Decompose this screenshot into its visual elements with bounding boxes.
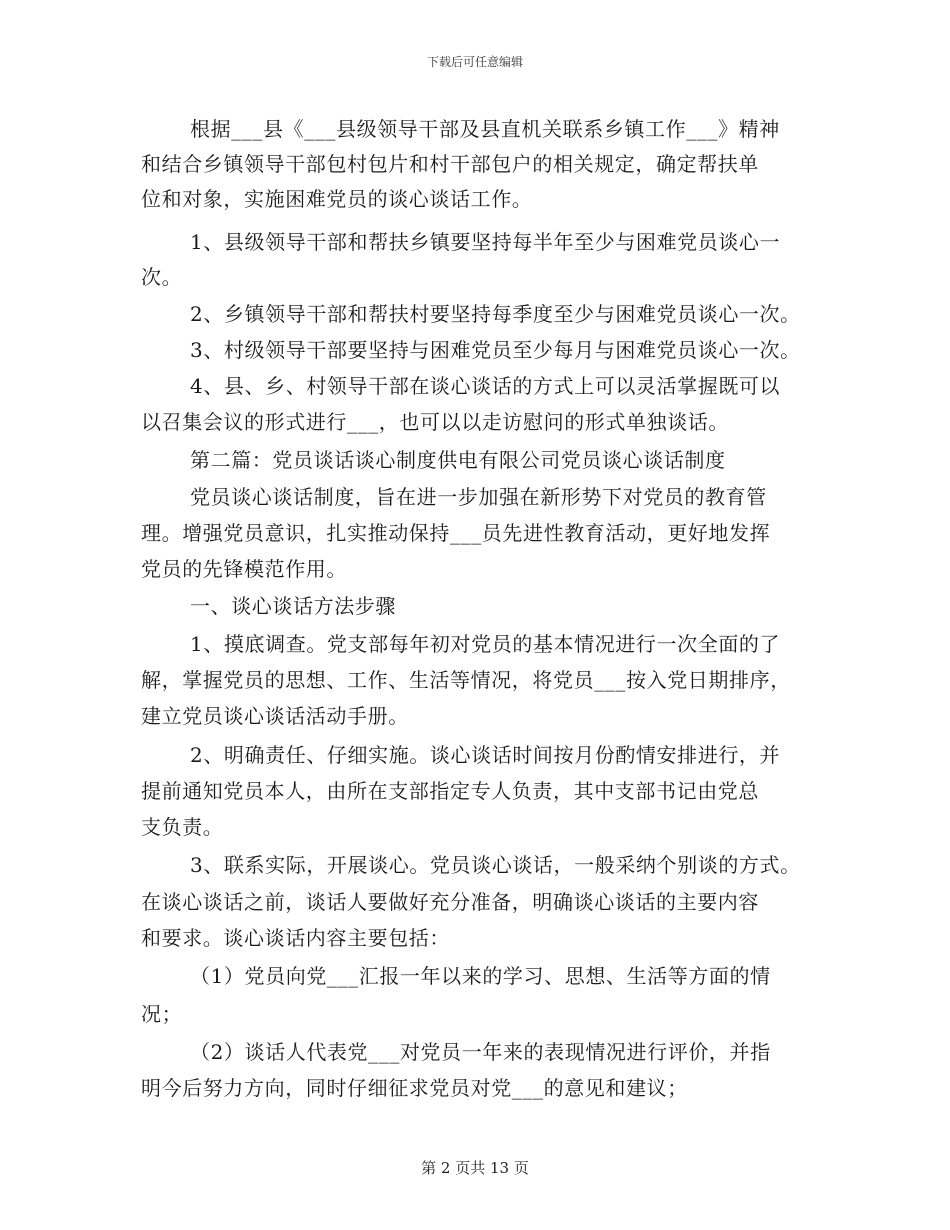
page-footer: 第 2 页共 13 页 bbox=[421, 1159, 529, 1177]
text-line: （2）谈话人代表党___对党员一年来的表现情况进行评价，并指 bbox=[190, 1040, 771, 1064]
text-line: 位和对象，实施困难党员的谈心谈话工作。 bbox=[141, 187, 533, 211]
text-line: 明今后努力方向，同时仔细征求党员对党___的意见和建议； bbox=[141, 1076, 688, 1100]
text-line: 提前通知党员本人，由所在支部指定专人负责，其中支部书记由党总 bbox=[141, 779, 759, 803]
text-line: 1、县级领导干部和帮扶乡镇要坚持每半年至少与困难党员谈心一 bbox=[190, 230, 781, 254]
text-line: 根据___县《___县级领导干部及县直机关联系乡镇工作___》精神 bbox=[190, 117, 780, 141]
text-line: 3、联系实际，开展谈心。党员谈心谈话，一般采纳个别谈的方式。 bbox=[190, 853, 801, 877]
text-line: 以召集会议的形式进行___，也可以以走访慰问的形式单独谈话。 bbox=[141, 410, 729, 434]
text-line: 在谈心谈话之前，谈话人要做好充分准备，明确谈心谈话的主要内容 bbox=[141, 890, 759, 914]
text-line: （1）党员向党___汇报一年以来的学习、思想、生活等方面的情 bbox=[190, 964, 771, 988]
text-line: 3、村级领导干部要坚持与困难党员至少每月与困难党员谈心一次。 bbox=[190, 338, 801, 362]
text-line: 支负责。 bbox=[141, 815, 224, 839]
text-line: 次。 bbox=[141, 265, 183, 289]
text-line: 理。增强党员意识，扎实推动保持___员先进性教育活动，更好地发挥 bbox=[141, 521, 771, 545]
text-line: 党员的先锋模范作用。 bbox=[141, 557, 347, 581]
page-header: 下载后可任意编辑 bbox=[426, 55, 523, 69]
text-line: 建立党员谈心谈话活动手册。 bbox=[141, 704, 409, 728]
text-line: 2、明确责任、仔细实施。谈心谈话时间按月份酌情安排进行，并 bbox=[190, 743, 781, 767]
section-heading: 第二篇：党员谈话谈心制度供电有限公司党员谈心谈话制度 bbox=[190, 448, 726, 472]
text-line: 党员谈心谈话制度，旨在进一步加强在新形势下对党员的教育管 bbox=[190, 485, 767, 509]
text-line: 况； bbox=[141, 1002, 183, 1026]
subsection-heading: 一、谈心谈话方法步骤 bbox=[190, 594, 396, 618]
text-line: 2、乡镇领导干部和帮扶村要坚持每季度至少与困难党员谈心一次。 bbox=[190, 302, 801, 326]
text-line: 和要求。谈心谈话内容主要包括： bbox=[141, 926, 450, 950]
text-line: 和结合乡镇领导干部包村包片和村干部包户的相关规定，确定帮扶单 bbox=[141, 152, 759, 176]
text-line: 4、县、乡、村领导干部在谈心谈话的方式上可以灵活掌握既可以 bbox=[190, 374, 781, 398]
text-line: 解，掌握党员的思想、工作、生活等情况，将党员___按入党日期排序， bbox=[141, 668, 791, 692]
text-line: 1、摸底调查。党支部每年初对党员的基本情况进行一次全面的了 bbox=[190, 632, 781, 656]
